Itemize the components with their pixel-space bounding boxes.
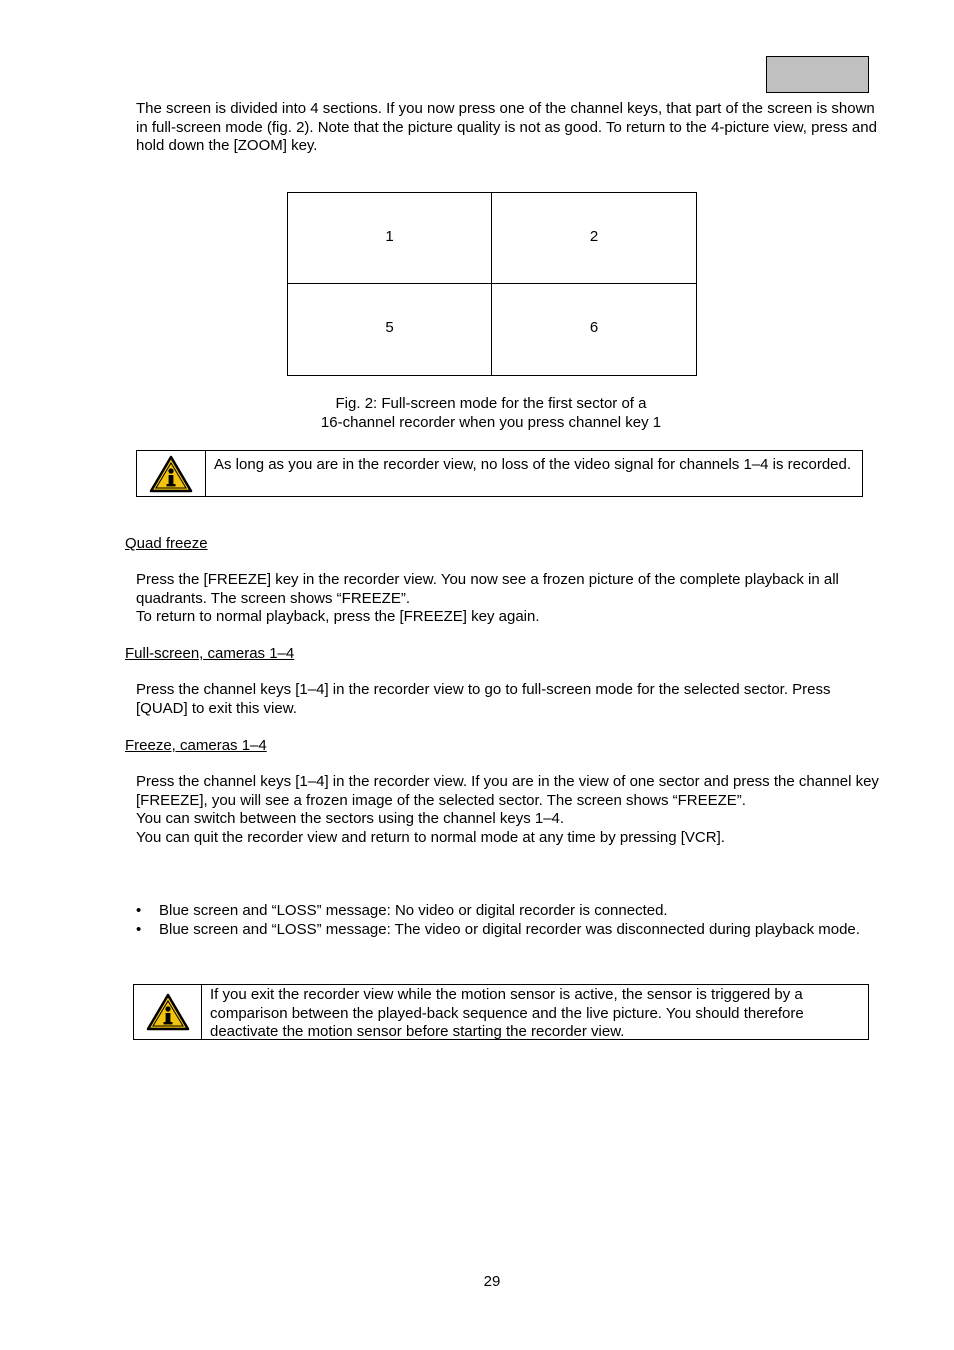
paragraph-line: Press the [FREEZE] key in the recorder view. You now see a frozen picture of the complete playback in all quadrants. The screen shows “FREEZE”. bbox=[136, 571, 839, 607]
warning-info-icon bbox=[137, 451, 206, 496]
paragraph-line: Press the channel keys [1–4] in the recorder view to go to full-screen mode for the selected sector. Press [QUAD] to exit this view. bbox=[136, 681, 831, 717]
notice-text: If you exit the recorder view while the motion sensor is active, the sensor is triggered by a comparison between the played-back sequence and the live picture. You should therefore deactivate the motion sensor before starting the recorder view. bbox=[210, 986, 804, 1040]
page-number: 29 bbox=[483, 1273, 501, 1290]
bullet-list bbox=[136, 902, 884, 939]
language-tab bbox=[766, 56, 869, 93]
notice-box-1 bbox=[136, 450, 863, 497]
diagram-cell: 5 bbox=[288, 284, 492, 375]
section-paragraph bbox=[136, 681, 886, 718]
paragraph-line: To return to normal playback, press the [FREEZE] key again. bbox=[136, 608, 540, 625]
figure-caption bbox=[287, 395, 695, 432]
diagram-cell: 1 bbox=[288, 193, 492, 284]
list-item: • Blue screen and “LOSS” message: The video or digital recorder was disconnected during playback mode. bbox=[136, 921, 884, 940]
section-heading-full-screen: Full-screen, cameras 1–4 bbox=[125, 645, 295, 662]
section-paragraph bbox=[136, 773, 888, 847]
section-heading-freeze-cameras: Freeze, cameras 1–4 bbox=[125, 737, 267, 754]
quad-diagram bbox=[287, 192, 697, 376]
list-item: • Blue screen and “LOSS” message: No video or digital recorder is connected. bbox=[136, 902, 884, 921]
caption-line-2: 16-channel recorder when you press channel key 1 bbox=[320, 413, 662, 431]
notice-text: As long as you are in the recorder view, no loss of the video signal for channels 1–4 is recorded. bbox=[214, 456, 852, 473]
paragraph-line: You can switch between the sectors using the channel keys 1–4. bbox=[136, 810, 565, 827]
paragraph-line: You can quit the recorder view and return to normal mode at any time by pressing [VCR]. bbox=[136, 828, 725, 846]
intro-paragraph: The screen is divided into 4 sections. If you now press one of the channel keys, that part of the screen is shown in full-screen mode (fig. 2). Note that the picture quality is not as good. To return to the 4-picture view, press and hold down the [ZOOM] key. bbox=[136, 100, 877, 154]
paragraph-line: Press the channel keys [1–4] in the recorder view. If you are in the view of one sector and press the channel key [FREEZE], you will see a frozen image of the selected sector. The screen shows “FREEZE”. bbox=[136, 773, 879, 809]
section-heading-quad-freeze: Quad freeze bbox=[125, 535, 208, 552]
notice-box-2 bbox=[133, 984, 869, 1040]
caption-line-1: Fig. 2: Full-screen mode for the first sector of a bbox=[335, 395, 647, 412]
diagram-cell: 2 bbox=[492, 193, 696, 284]
warning-info-icon bbox=[134, 985, 202, 1039]
section-paragraph bbox=[136, 571, 884, 627]
diagram-cell: 6 bbox=[589, 319, 599, 337]
